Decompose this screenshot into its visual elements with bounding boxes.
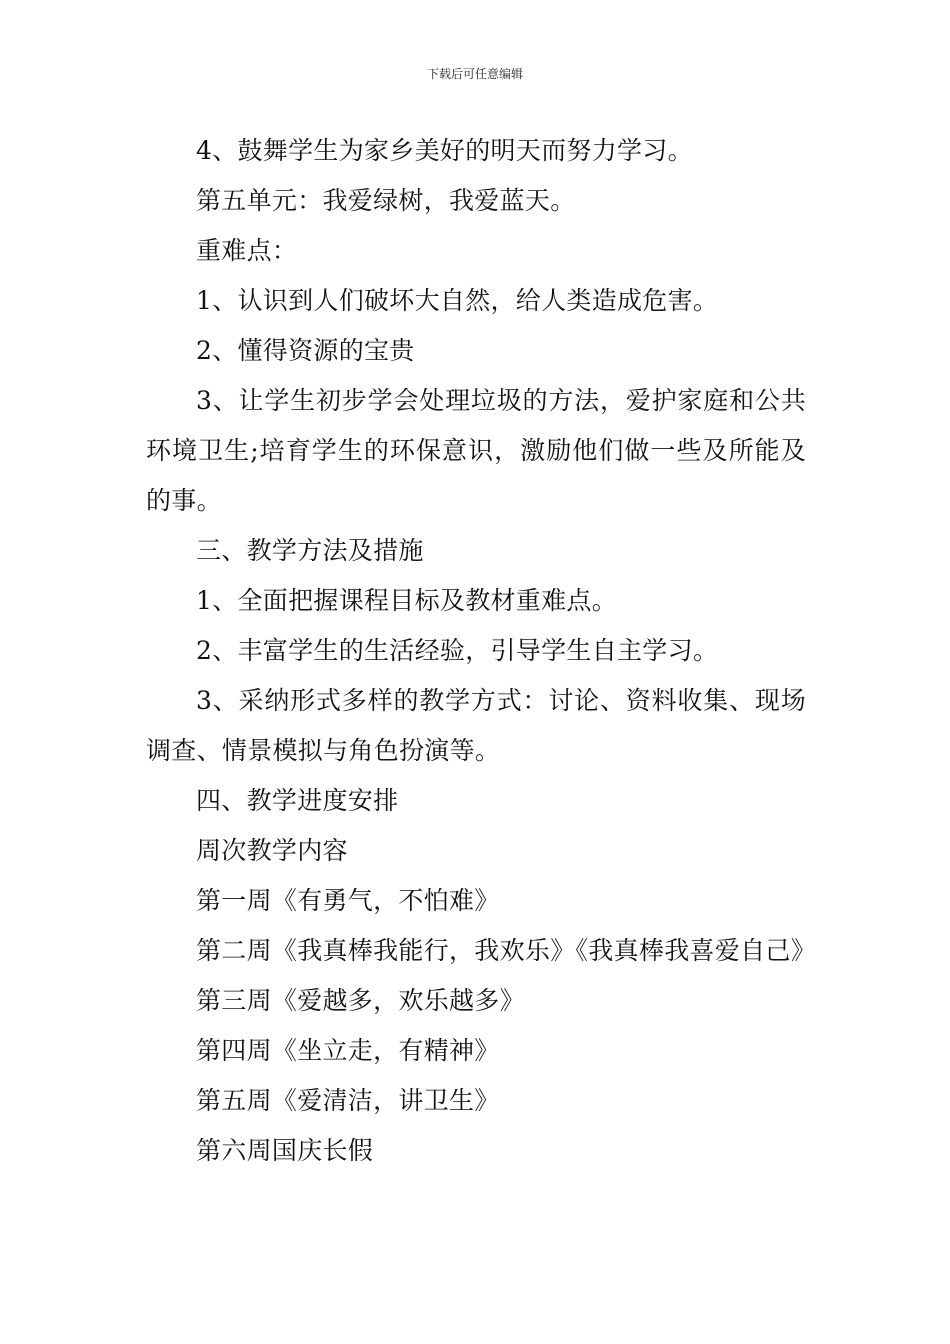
paragraph: 3、采纳形式多样的教学方式：讨论、资料收集、现场调查、情景模拟与角色扮演等。 xyxy=(146,686,806,765)
schedule-item: 第二周《我真棒我能行，我欢乐》《我真棒我喜爱自己》 xyxy=(196,936,817,965)
schedule-item: 第四周《坐立走，有精神》 xyxy=(196,1036,500,1065)
paragraph: 4、鼓舞学生为家乡美好的明天而努力学习。 xyxy=(196,136,693,165)
paragraph: 2、懂得资源的宝贵 xyxy=(196,336,415,365)
document-body xyxy=(146,126,817,1176)
schedule-item: 第一周《有勇气，不怕难》 xyxy=(196,886,500,915)
schedule-item: 第六周国庆长假 xyxy=(196,1136,374,1165)
schedule-header: 周次教学内容 xyxy=(196,836,348,865)
schedule-item: 第三周《爱越多，欢乐越多》 xyxy=(196,986,525,1015)
paragraph: 1、认识到人们破坏大自然，给人类造成危害。 xyxy=(196,286,719,315)
subheading: 重难点： xyxy=(196,236,298,265)
paragraph: 3、让学生初步学会处理垃圾的方法，爱护家庭和公共环境卫生;培育学生的环保意识，激励他们做一些及所能及的事。 xyxy=(146,386,806,515)
paragraph: 2、丰富学生的生活经验，引导学生自主学习。 xyxy=(196,636,719,665)
section-heading: 三、教学方法及措施 xyxy=(196,536,424,565)
schedule-item: 第五周《爱清洁，讲卫生》 xyxy=(196,1086,500,1115)
section-title: 第五单元：我爱绿树，我爱蓝天。 xyxy=(196,186,576,215)
paragraph: 1、全面把握课程目标及教材重难点。 xyxy=(196,586,618,615)
page-header: 下载后可任意编辑 xyxy=(426,67,523,81)
section-heading: 四、教学进度安排 xyxy=(196,786,399,815)
